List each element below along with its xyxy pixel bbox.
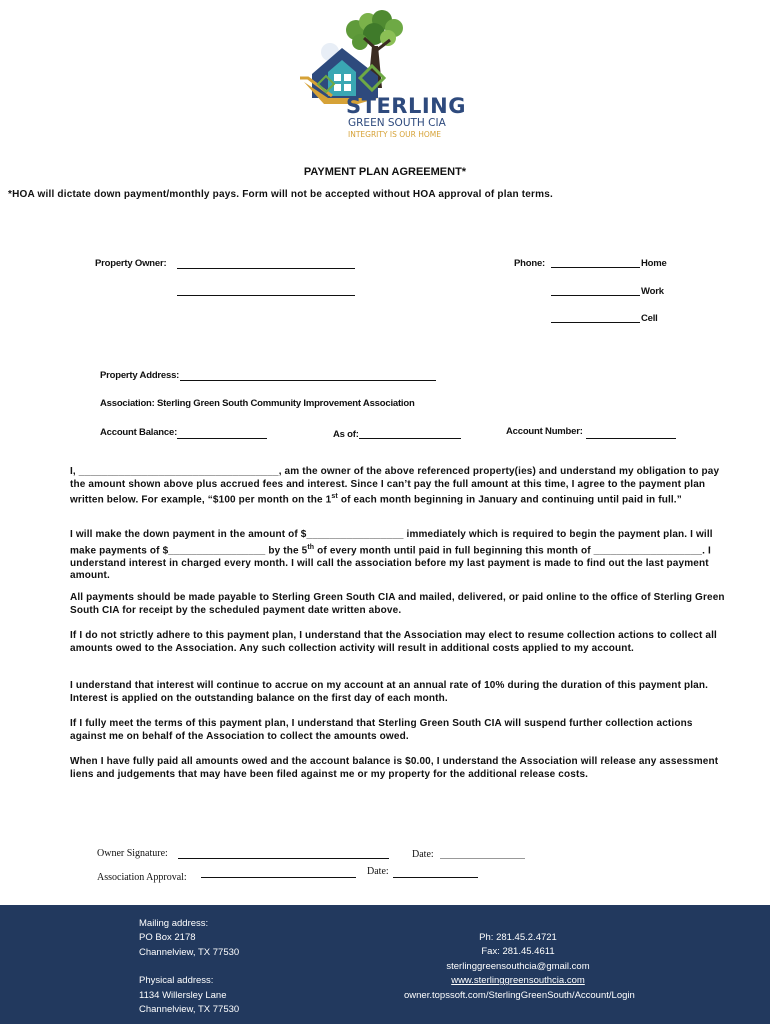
account-balance-label: Account Balance: <box>100 427 178 438</box>
association-approval-line[interactable] <box>201 877 356 878</box>
property-owner-label: Property Owner: <box>95 258 167 269</box>
footer-email[interactable]: sterlinggreensouthcia@gmail.com <box>446 960 590 972</box>
paragraph-obligation: I, ___________________________________, am the owner of the above referenced property(ies) and understand my obligation to pay the amount shown above plus accrued fees and interest. Since I can’t pay the full amount at this time, I agree to the payment plan written below. For example, “$100 per month on the 1st of each month beginning in January and continuing until paid in full.” <box>70 466 720 506</box>
mailing-address-line2: Channelview, TX 77530 <box>139 946 240 958</box>
as-of-label: As of: <box>333 429 359 440</box>
physical-address-label: Physical address: <box>139 975 214 987</box>
phone-cell-label: Cell <box>641 313 658 324</box>
logo-name-line2: GREEN SOUTH CIA <box>348 117 446 129</box>
footer <box>0 905 770 1024</box>
property-owner-line-1[interactable] <box>177 268 355 269</box>
physical-address-line2: Channelview, TX 77530 <box>139 1004 240 1016</box>
phone-home-line[interactable] <box>551 267 640 268</box>
page-title: PAYMENT PLAN AGREEMENT* <box>303 166 467 178</box>
phone-home-label: Home <box>641 258 667 269</box>
paragraph-down-payment: I will make the down payment in the amount of $_________________ immediately which is required to begin the payment plan. I will make payments of $_________________ by the 5th of every month until paid in full beginning this month of ___________________. I understand interest in charged every month. I will call the association before my last payment is made to find out the last payment amount. <box>70 529 713 582</box>
phone-work-line[interactable] <box>551 295 640 296</box>
mailing-address-line1: PO Box 2178 <box>139 932 196 944</box>
association-name: Association: Sterling Green South Community Improvement Association <box>100 398 415 409</box>
phone-cell-line[interactable] <box>551 322 640 323</box>
paragraph-release-liens: When I have fully paid all amounts owed and the account balance is $0.00, I understand the Association will release any assessment liens and judgements that may have been filed against me or my property for the additional release costs. <box>70 756 719 780</box>
property-owner-line-2[interactable] <box>177 295 355 296</box>
as-of-line[interactable] <box>359 438 461 439</box>
paragraph-interest: I understand that interest will continue to accrue on my account at an annual rate of 10% during the duration of this payment plan. Interest is applied on the outstanding balance on the first day of each month. <box>70 680 709 704</box>
logo-tagline: INTEGRITY IS OUR HOME <box>348 130 442 139</box>
owner-signature-line[interactable] <box>178 858 389 859</box>
footer-addresses <box>139 917 239 1017</box>
footer-phone: Ph: 281.45.2.4721 <box>479 932 557 943</box>
approval-note: *HOA will dictate down payment/monthly pays. Form will not be accepted without HOA approval of plan terms. <box>8 189 553 200</box>
account-balance-line[interactable] <box>177 438 267 439</box>
phone-work-label: Work <box>641 286 664 297</box>
footer-portal-link[interactable]: owner.topssoft.com/SterlingGreenSouth/Account/Login <box>404 989 635 1001</box>
owner-signature-label: Owner Signature: <box>97 848 168 859</box>
physical-address-line1: 1134 Willersley Lane <box>139 989 227 1001</box>
footer-website-link[interactable]: www.sterlinggreensouthcia.com <box>451 975 585 987</box>
footer-fax: Fax: 281.45.4611 <box>481 946 555 958</box>
owner-date-line[interactable] <box>440 858 525 859</box>
account-number-label: Account Number: <box>506 426 583 437</box>
property-address-label: Property Address: <box>100 370 180 381</box>
phone-label: Phone: <box>514 258 545 269</box>
paragraph-payments-payable: All payments should be made payable to Sterling Green South CIA and mailed, delivered, or paid online to the office of Sterling Green South CIA for receipt by the scheduled payment date written above. <box>70 592 725 616</box>
account-number-line[interactable] <box>586 438 676 439</box>
mailing-address-label: Mailing address: <box>139 918 209 929</box>
owner-date-label: Date: <box>412 849 434 860</box>
association-date-line[interactable] <box>393 877 478 878</box>
property-address-line[interactable] <box>180 380 436 381</box>
paragraph-adherence: If I do not strictly adhere to this payment plan, I understand that the Association may elect to resume collection actions to collect all amounts owed to the Association. Any such collection activity will result in additional costs applied to my account. <box>70 630 717 654</box>
association-date-label: Date: <box>367 866 389 877</box>
logo-name-line1: STERLING <box>346 94 466 118</box>
footer-contact <box>404 931 635 1003</box>
association-approval-label: Association Approval: <box>97 872 187 883</box>
paragraph-suspend-collection: If I fully meet the terms of this payment plan, I understand that Sterling Green South CIA will suspend further collection actions against me on behalf of the Association to collect the amounts owed. <box>70 718 693 742</box>
